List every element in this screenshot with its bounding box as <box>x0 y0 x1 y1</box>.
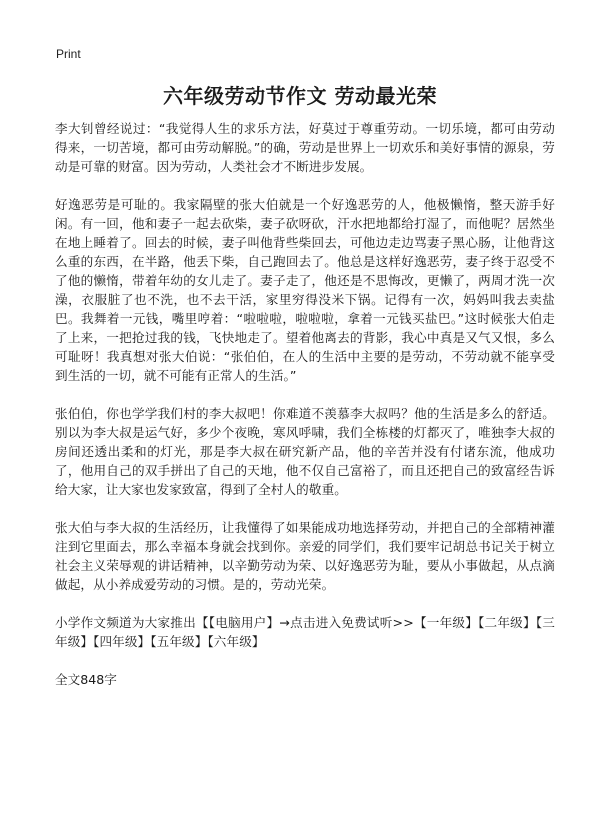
print-link[interactable]: Print <box>56 47 81 61</box>
article-paragraph-3: 张伯伯，你也学学我们村的李大叔吧！你难道不羡慕李大叔吗？他的生活是多么的舒适。别以为李大叔是运气好，多少个夜晚，寒风呼啸，我们全栋楼的灯都灭了，唯独李大叔的房间还透出柔和的灯光，那是李大叔在研究新产品，他的辛苦并没有付诸东流，他成功了，他用自己的双手拼出了自己的天地，他不仅自己富裕了，而且还把自己的致富经告诉给大家，让大家也发家致富，得到了全村人的敬重。 <box>55 406 555 497</box>
word-count: 全文848字 <box>55 672 117 687</box>
article-title: 六年级劳动节作文 劳动最光荣 <box>163 84 437 108</box>
article-paragraph-1: 李大钊曾经说过：“我觉得人生的求乐方法，好莫过于尊重劳动。一切乐境，都可由劳动得来，一切苦境，都可由劳动解脱。”的确，劳动是世界上一切欢乐和美好事情的源泉，劳动是可靠的财富。因为劳动，人类社会才不断进步发展。 <box>55 121 555 174</box>
promo-paragraph <box>55 613 555 651</box>
article-paragraph-4: 张大伯与李大叔的生活经历，让我懂得了如果能成功地选择劳动，并把自己的全部精神灌注到它里面去，那么幸福本身就会找到你。亲爱的同学们，我们要牢记胡总书记关于树立社会主义荣辱观的讲话精神，以辛勤劳动为荣、以好逸恶劳为耻，要从小事做起，从点滴做起，从小养成爱劳动的习惯。是的，劳动光荣。 <box>55 520 555 592</box>
article-paragraph-2: 好逸恶劳是可耻的。我家隔壁的张大伯就是一个好逸恶劳的人，他极懒惰，整天游手好闲。有一回，他和妻子一起去砍柴，妻子砍呀砍，汗水把地都给打湿了，而他呢？居然坐在地上睡着了。回去的时候，妻子叫他背些柴回去，可他边走边骂妻子黑心肠，让他背这么重的东西，在半路，他丢下柴，自己跑回去了。他总是这样好逸恶劳，妻子终于忍受不了他的懒惰，带着年幼的女儿走了。妻子走了，他还是不思悔改，更懒了，两周才洗一次澡，衣服脏了也不洗，也不去干活，家里穷得没米下锅。记得有一次，妈妈叫我去卖盐巴。我舞着一元钱，嘴里哼着：“啦啦啦，啦啦啦，拿着一元钱买盐巴。”这时候张大伯走了上来，一把抢过我的钱，飞快地走了。望着他离去的背影，我心中真是又气又恨，多么可耻呀！我真想对张大伯说：“张伯伯，在人的生活中主要的是劳动，不劳动就不能享受到生活的一切，就不可能有正常人的生活。” <box>55 197 555 383</box>
promo-links[interactable]: 小学作文频道为大家推出【【电脑用户】→点击进入免费试听>>【一年级】【二年级】【三年级】【四年级】【五年级】【六年级】 <box>55 615 555 649</box>
article-body <box>55 119 555 689</box>
